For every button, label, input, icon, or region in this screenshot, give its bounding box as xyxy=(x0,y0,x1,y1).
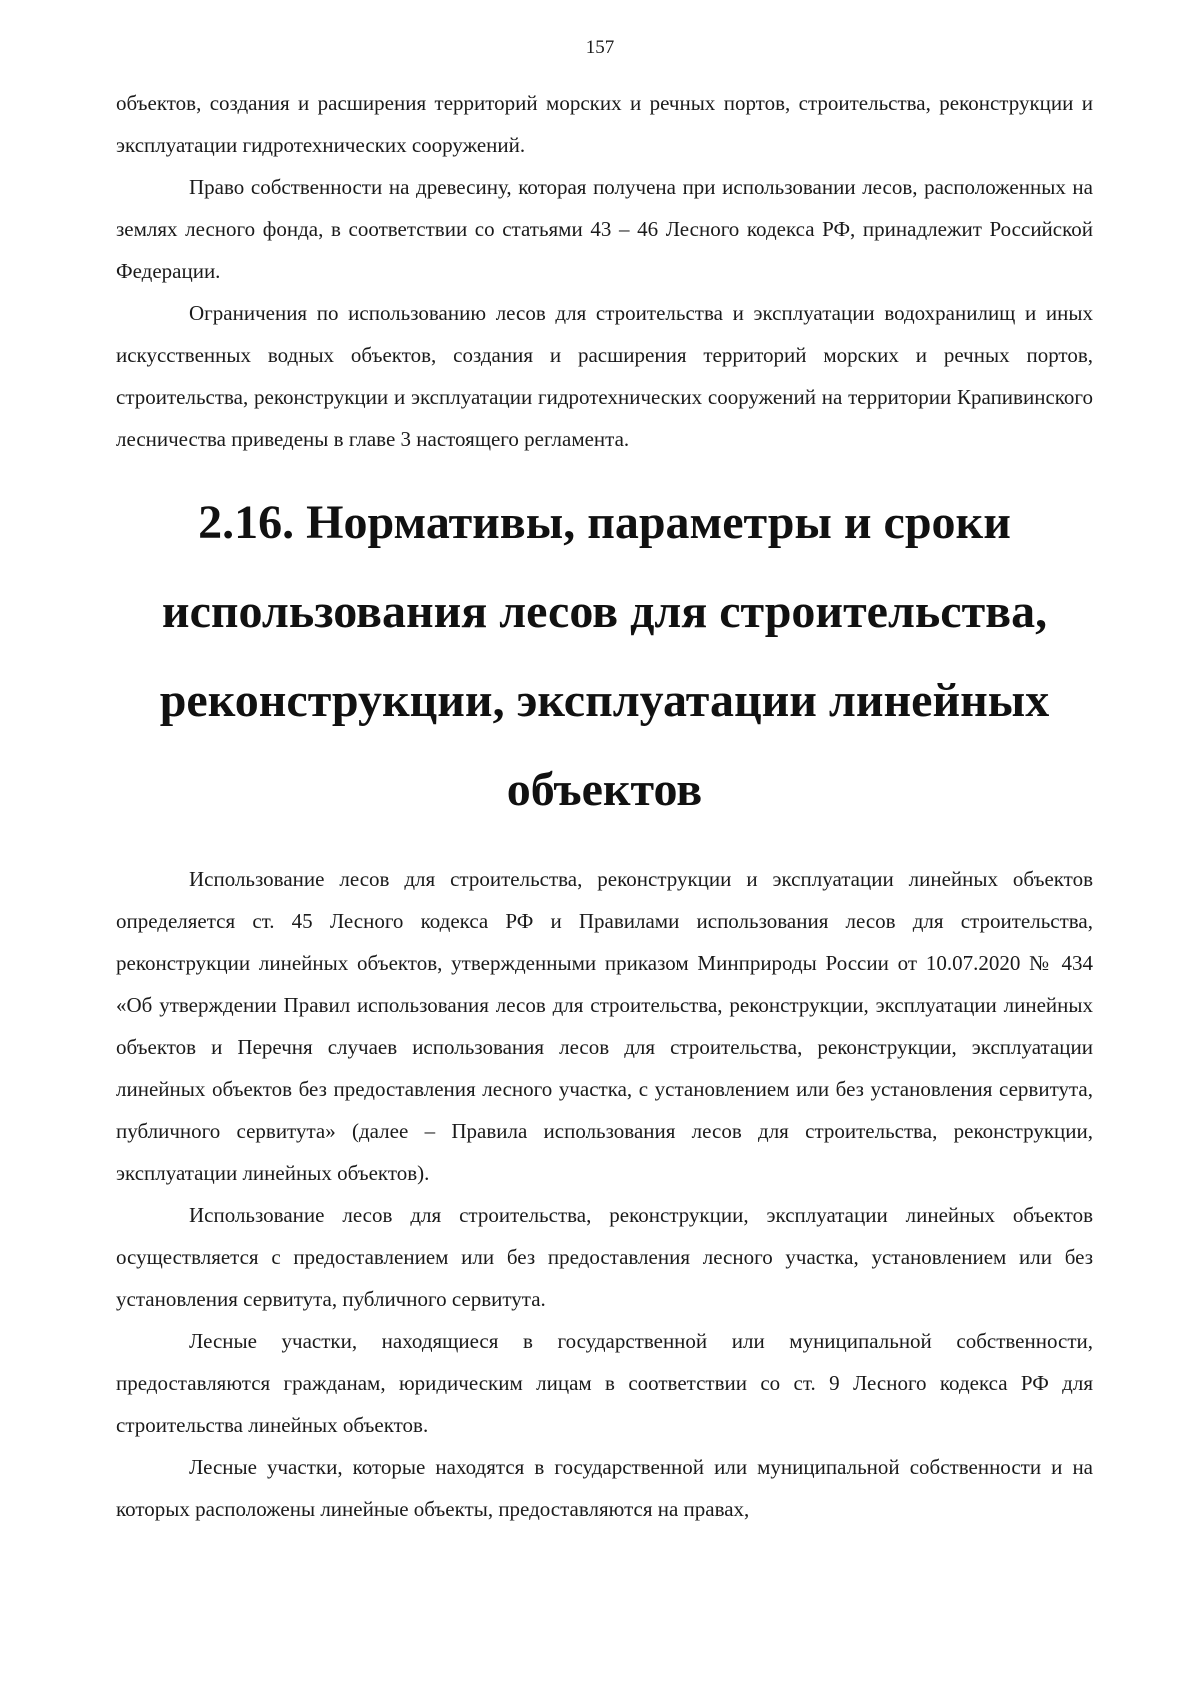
paragraph-restrictions: Ограничения по использованию лесов для строительства и эксплуатации водохранилищ и иных искусственных водных объектов, создания и расширения территорий морских и речных портов, строительства, реконструкции и эксплуатации гидротехнических сооружений на территории Крапивинского лесничества приведены в главе 3 настоящего регламента. xyxy=(116,301,1093,451)
section-heading-line: реконструкции, эксплуатации линейных xyxy=(159,674,1050,727)
paragraph-plot-provision: Лесные участки, находящиеся в государственной или муниципальной собственности, предоставляются гражданам, юридическим лицам в соответствии со ст. 9 Лесного кодекса РФ для строительства линейных объектов. xyxy=(116,1329,1093,1437)
section-heading-line: 2.16. Нормативы, параметры и сроки xyxy=(198,496,1011,549)
section-heading xyxy=(116,478,1093,834)
paragraph-continuation: объектов, создания и расширения территорий морских и речных портов, строительства, реконструкции и эксплуатации гидротехнических сооружений. xyxy=(116,91,1093,157)
paragraph-timber-ownership: Право собственности на древесину, которая получена при использовании лесов, расположенных на землях лесного фонда, в соответствии со статьями 43 – 46 Лесного кодекса РФ, принадлежит Российской Федерации. xyxy=(116,175,1093,283)
document-body xyxy=(116,82,1093,1530)
page-number: 157 xyxy=(585,37,615,58)
paragraph-usage-modes: Использование лесов для строительства, реконструкции, эксплуатации линейных объектов осуществляется с предоставлением или без предоставления лесного участка, установлением или без установления сервитута, публичного сервитута. xyxy=(116,1203,1093,1311)
section-heading-line: использования лесов для строительства, xyxy=(161,585,1048,638)
paragraph-legal-basis: Использование лесов для строительства, реконструкции и эксплуатации линейных объектов определяется ст. 45 Лесного кодекса РФ и Правилами использования лесов для строительства, реконструкции линейных объектов, утвержденными приказом Минприроды России от 10.07.2020 № 434 «Об утверждении Правил использования лесов для строительства, реконструкции, эксплуатации линейных объектов и Перечня случаев использования лесов для строительства, реконструкции, эксплуатации линейных объектов без предоставления лесного участка, с установлением или без установления сервитута, публичного сервитута» (далее – Правила использования лесов для строительства, реконструкции, эксплуатации линейных объектов). xyxy=(116,867,1093,1185)
paragraph-existing-objects: Лесные участки, которые находятся в государственной или муниципальной собственности и на которых расположены линейные объекты, предоставляются на правах, xyxy=(116,1455,1093,1521)
section-heading-line: объектов xyxy=(506,763,703,816)
